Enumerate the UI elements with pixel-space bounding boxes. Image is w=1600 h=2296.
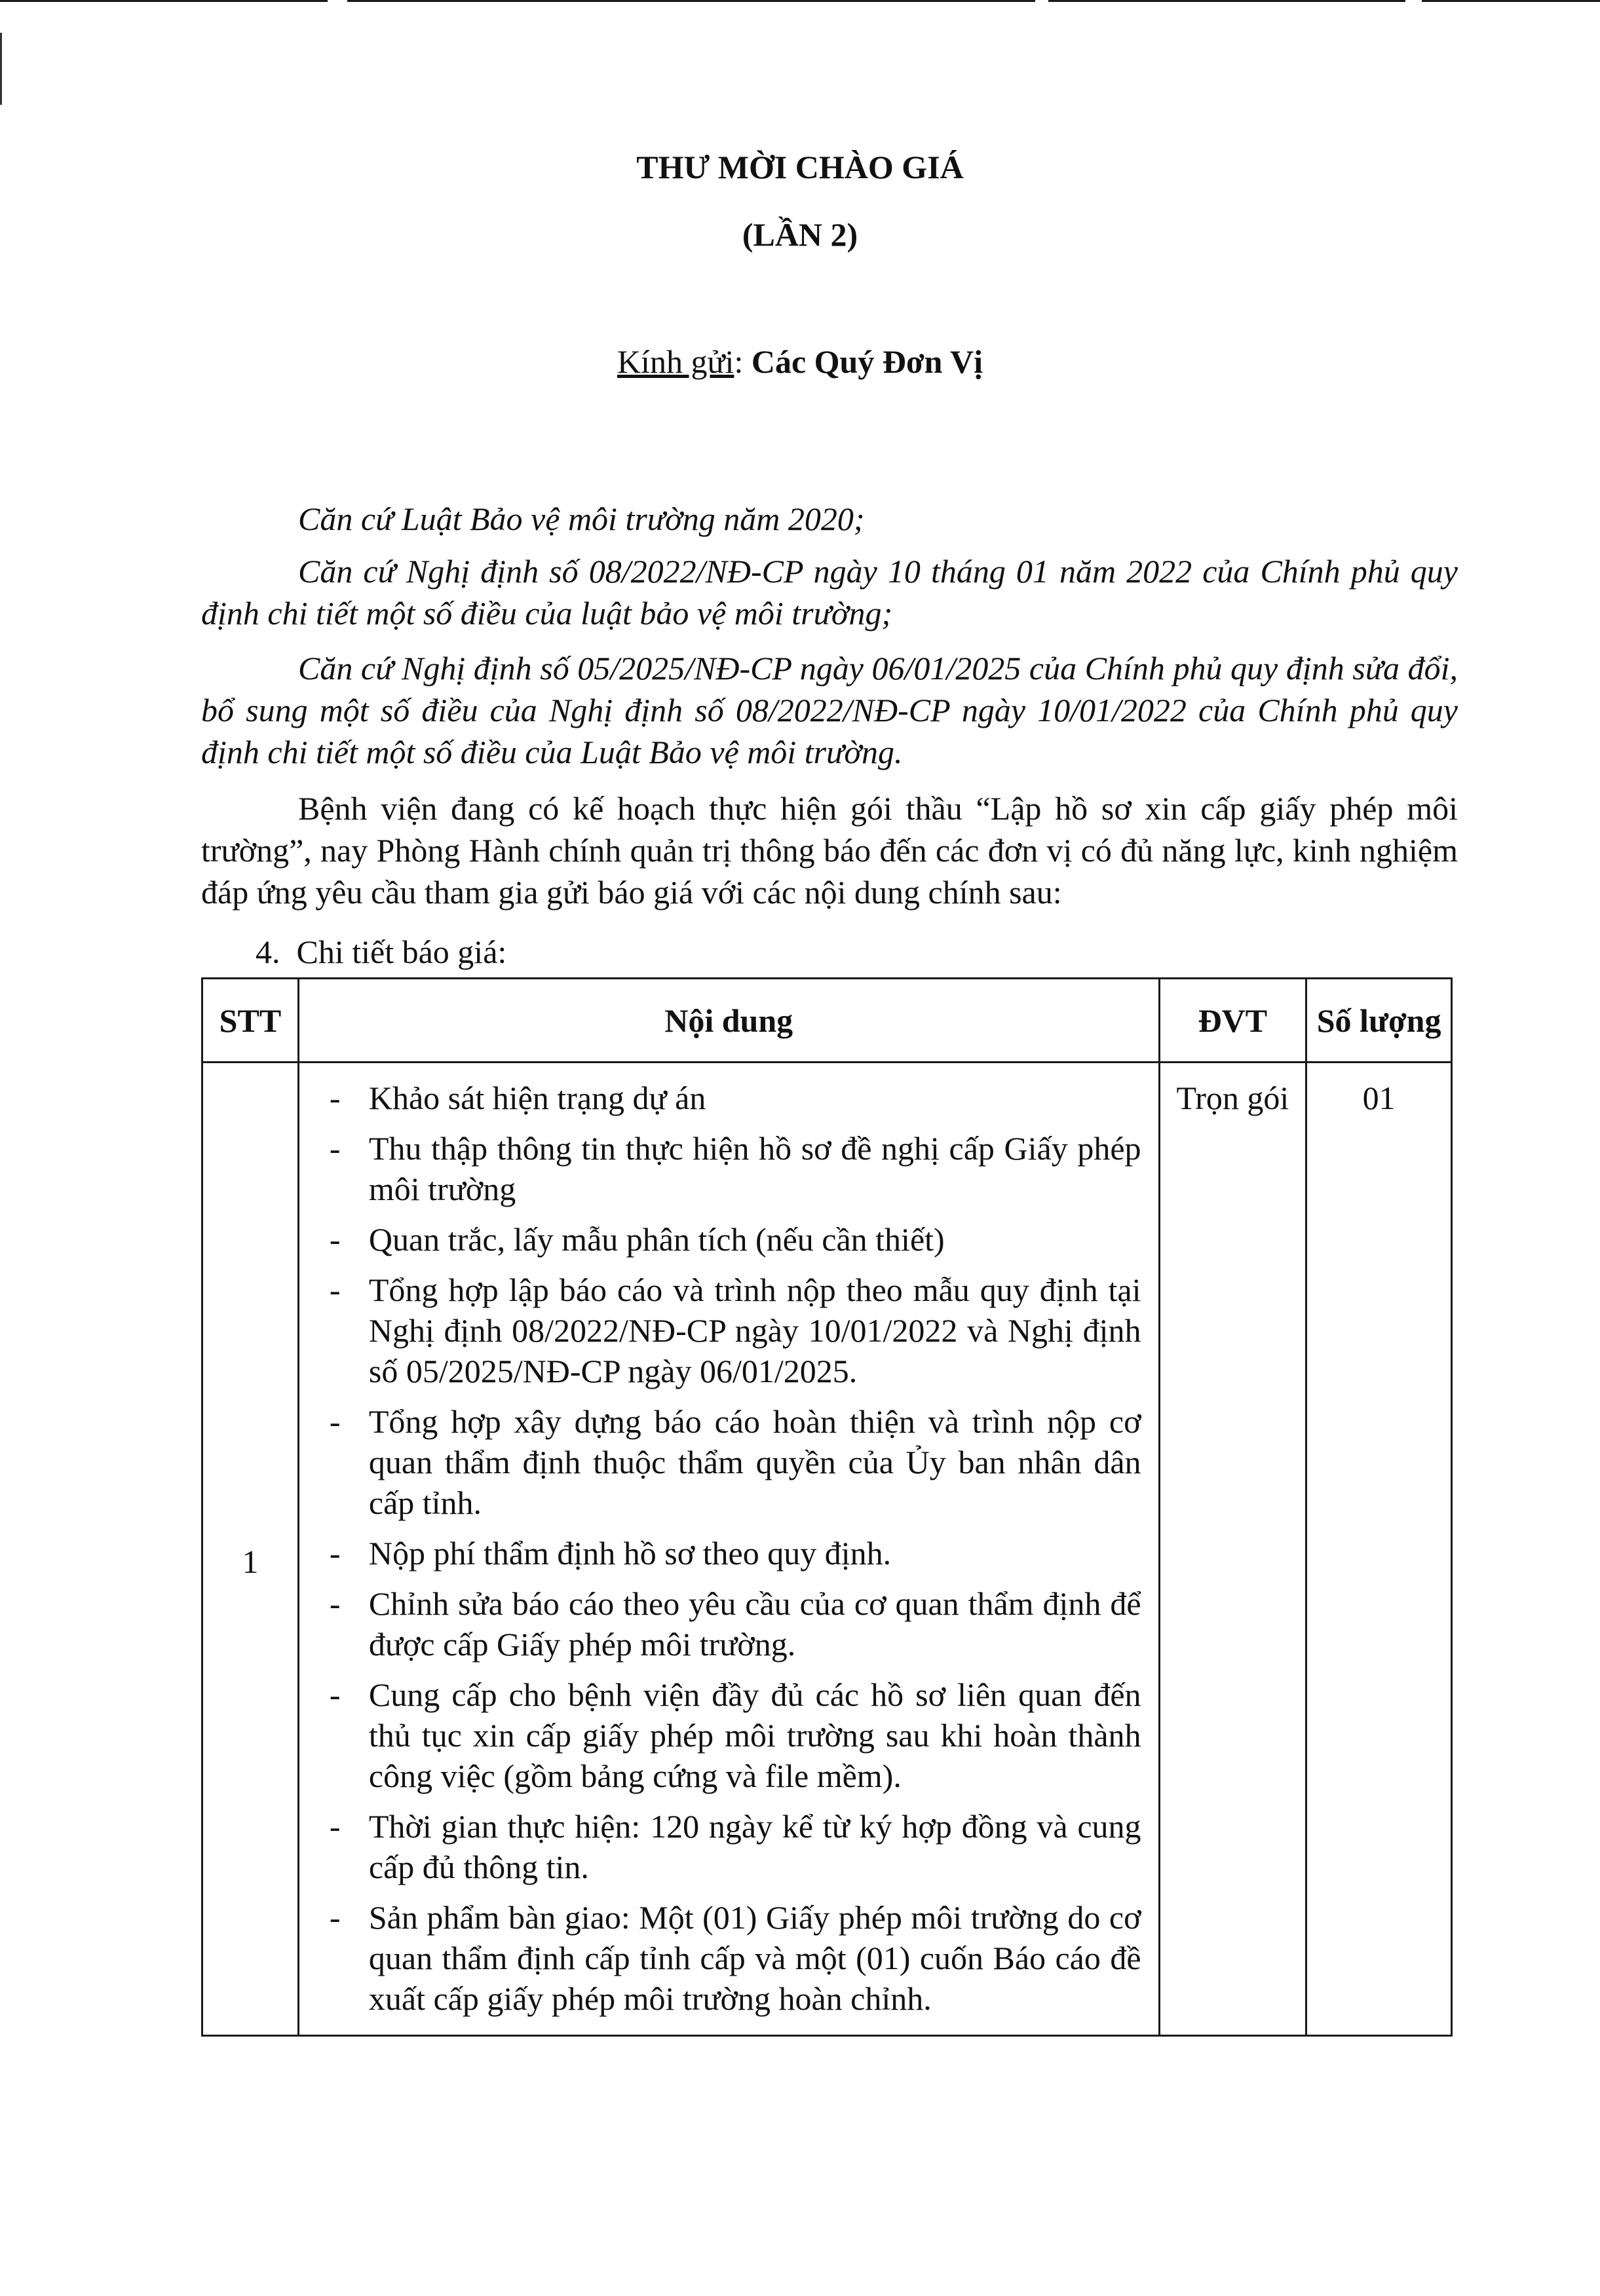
cell-content — [298, 1063, 1159, 2036]
bullet-dash: - — [329, 1130, 341, 1167]
intro-paragraph: Bệnh viện đang có kế hoạch thực hiện gói thầu “Lập hồ sơ xin cấp giấy phép môi trường”, nay Phòng Hành chính quản trị thông báo đến các đơn vị có đủ năng lực, kinh nghiệm đáp ứng yêu cầu tham gia gửi báo giá với các nội dung chính sau: — [201, 790, 1458, 911]
list-item — [322, 1270, 1141, 1391]
document-subtitle: (LẦN 2) — [742, 216, 858, 253]
section-number: 4. — [256, 933, 280, 970]
legal-basis-3: Căn cứ Nghị định số 05/2025/NĐ-CP ngày 06/01/2025 của Chính phủ quy định sửa đổi, bổ sung một số điều của Nghị định số 08/2022/NĐ-CP ngày 10/01/2022 của Chính phủ quy định chi tiết một số điều của Luật Bảo vệ môi trường. — [201, 650, 1458, 770]
list-item-text: Nộp phí thẩm định hồ sơ theo quy định. — [368, 1535, 892, 1571]
scan-edge-line — [1422, 0, 1600, 2]
list-item-text: Khảo sát hiện trạng dự án — [368, 1080, 706, 1116]
header-content: Nội dung — [298, 979, 1159, 1063]
recipient-separator: : — [734, 343, 752, 380]
scan-edge-line — [0, 0, 328, 2]
list-item — [322, 1078, 1141, 1118]
list-item — [322, 1533, 1141, 1573]
scan-edge-line — [1048, 0, 1405, 2]
legal-basis-2: Căn cứ Nghị định số 08/2022/NĐ-CP ngày 10 tháng 01 năm 2022 của Chính phủ quy định chi tiết một số điều của luật bảo vệ môi trường; — [201, 553, 1458, 631]
legal-basis-1: Căn cứ Luật Bảo vệ môi trường năm 2020; — [298, 500, 865, 537]
list-item-text: Thu thập thông tin thực hiện hồ sơ đề nghị cấp Giấy phép môi trường — [368, 1130, 1141, 1207]
list-item — [322, 1674, 1141, 1796]
table-header-row — [202, 979, 1452, 1063]
list-item-text: Tổng hợp lập báo cáo và trình nộp theo mẫu quy định tại Nghị định 08/2022/NĐ-CP ngày 10/01/2022 và Nghị định số 05/2025/NĐ-CP ngày 06/01/2025. — [368, 1271, 1141, 1389]
document-title: THƯ MỜI CHÀO GIÁ — [636, 149, 964, 185]
bullet-dash: - — [329, 1221, 341, 1258]
scan-edge-line — [347, 0, 1035, 2]
list-item — [322, 1583, 1141, 1665]
bullet-dash: - — [329, 1899, 341, 1936]
bullet-dash: - — [329, 1271, 341, 1308]
list-item-text: Thời gian thực hiện: 120 ngày kể từ ký hợp đồng và cung cấp đủ thông tin. — [368, 1808, 1141, 1885]
bullet-dash: - — [329, 1535, 341, 1571]
list-item-text: Quan trắc, lấy mẫu phân tích (nếu cần thiết) — [368, 1221, 945, 1258]
bullet-dash: - — [329, 1585, 341, 1622]
section-label: Chi tiết báo giá: — [296, 933, 507, 970]
bullet-dash: - — [329, 1808, 341, 1845]
cell-quantity: 01 — [1306, 1063, 1452, 2036]
header-unit: ĐVT — [1159, 979, 1306, 1063]
bullet-dash: - — [329, 1080, 341, 1116]
table-row — [202, 1063, 1452, 2036]
list-item — [322, 1128, 1141, 1209]
cell-stt: 1 — [202, 1063, 299, 2036]
list-item-text: Cung cấp cho bệnh viện đầy đủ các hồ sơ liên quan đến thủ tục xin cấp giấy phép môi trường sau khi hoàn thành công việc (gồm bảng cứng và file mềm). — [368, 1676, 1141, 1794]
bullet-dash: - — [329, 1676, 341, 1713]
cell-unit: Trọn gói — [1159, 1063, 1306, 2036]
list-item-text: Chỉnh sửa báo cáo theo yêu cầu của cơ quan thẩm định để được cấp Giấy phép môi trường. — [368, 1585, 1141, 1663]
bullet-dash: - — [329, 1403, 341, 1440]
list-item — [322, 1401, 1141, 1523]
header-quantity: Số lượng — [1306, 979, 1452, 1063]
list-item — [322, 1897, 1141, 2019]
list-item — [322, 1806, 1141, 1887]
list-item — [322, 1219, 1141, 1260]
quote-table — [201, 977, 1453, 2037]
scan-edge-mark — [0, 33, 2, 105]
list-item-text: Sản phẩm bàn giao: Một (01) Giấy phép môi trường do cơ quan thẩm định cấp tỉnh cấp và một (01) cuốn Báo cáo đề xuất cấp giấy phép môi trường hoàn chỉnh. — [368, 1899, 1141, 2017]
recipient-line — [0, 342, 1600, 381]
header-stt: STT — [202, 979, 299, 1063]
recipient-name: Các Quý Đơn Vị — [751, 343, 983, 380]
section-heading — [256, 931, 506, 973]
list-item-text: Tổng hợp xây dựng báo cáo hoàn thiện và trình nộp cơ quan thẩm định thuộc thẩm quyền của Ủy ban nhân dân cấp tỉnh. — [368, 1403, 1141, 1521]
recipient-label: Kính gửi — [617, 343, 734, 380]
